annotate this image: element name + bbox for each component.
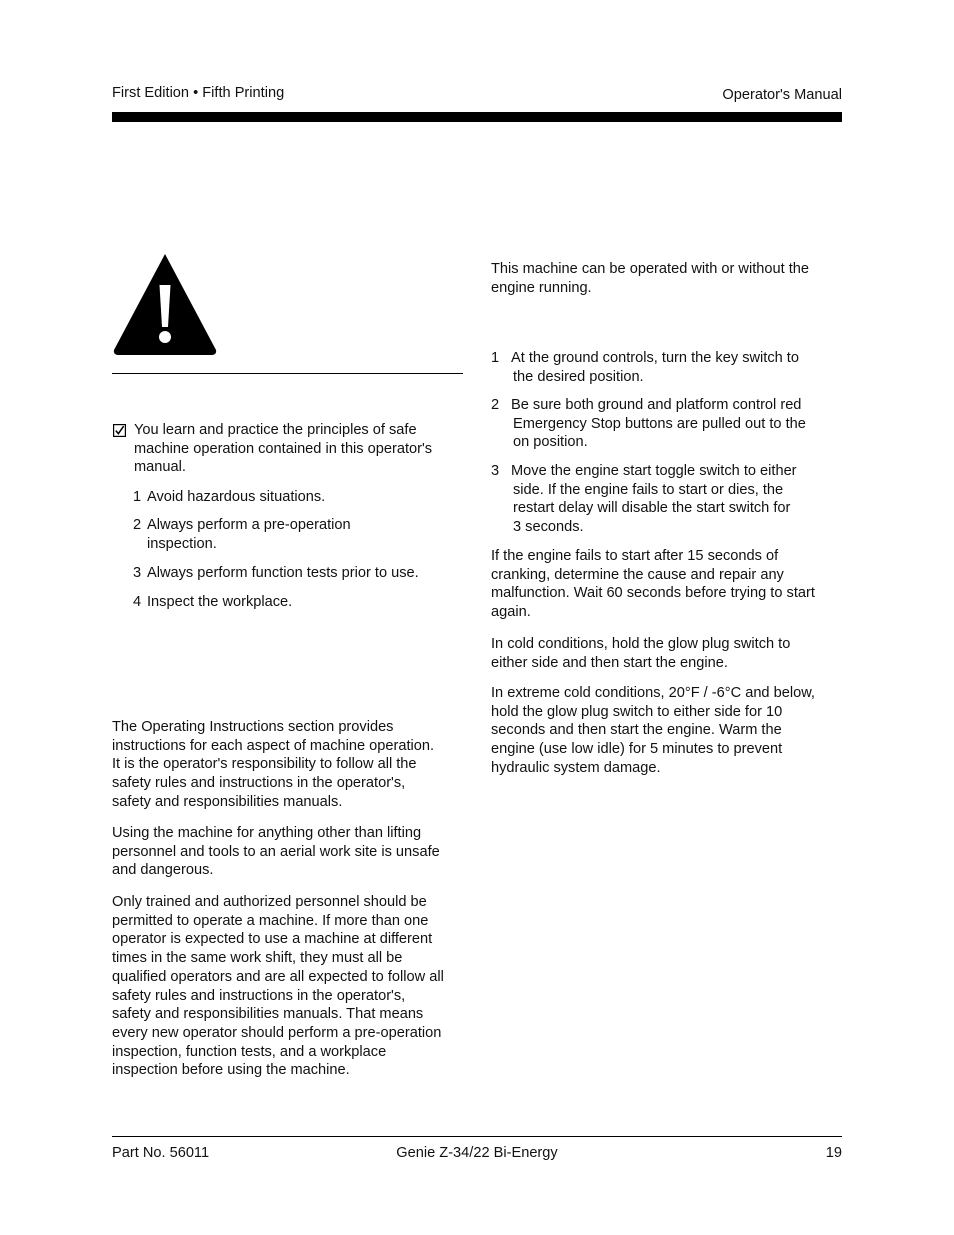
step-line: Move the engine start toggle switch to either [511, 463, 797, 479]
paragraph-line: hydraulic system damage. [491, 759, 661, 776]
paragraph-line: In cold conditions, hold the glow plug switch to [491, 636, 791, 652]
paragraph-line: cranking, determine the cause and repair any [491, 566, 784, 583]
paragraph-line: personnel and tools to an aerial work site is unsafe [112, 843, 440, 860]
footer-part-number: Part No. 56011 [112, 1145, 210, 1161]
paragraph-line: safety rules and instructions in the operator's, [112, 987, 406, 1004]
sub-item-number: 1 [133, 489, 142, 505]
sub-item-line: Always perform a pre-operation [147, 517, 351, 533]
step-number: 1 [491, 350, 500, 366]
paragraph-line: qualified operators and are all expected to follow all [112, 968, 444, 985]
paragraph-line: Using the machine for anything other than lifting [112, 825, 422, 841]
step-item [491, 462, 843, 537]
paragraph-line: Only trained and authorized personnel should be [112, 894, 427, 910]
paragraph-line: times in the same work shift, they must all be [112, 950, 403, 967]
step-item [491, 349, 843, 386]
paragraph-line: It is the operator's responsibility to follow all the [112, 756, 417, 773]
check-item-line: You learn and practice the principles of safe [134, 422, 417, 438]
paragraph-line: operator is expected to use a machine at different [112, 931, 433, 948]
sub-item [133, 516, 463, 553]
paragraph [112, 824, 464, 880]
sub-item [133, 488, 463, 507]
paragraph-line: malfunction. Wait 60 seconds before trying to start [491, 585, 815, 602]
paragraph-line: engine (use low idle) for 5 minutes to prevent [491, 741, 783, 758]
header-manual-title: Operator's Manual [722, 87, 842, 103]
paragraph-line: either side and then start the engine. [491, 654, 728, 671]
sub-item-number: 4 [133, 594, 142, 610]
step-number: 2 [491, 397, 500, 413]
paragraph-line: permitted to operate a machine. If more than one [112, 912, 429, 929]
paragraph-line: instructions for each aspect of machine operation. [112, 737, 435, 754]
step-line: 3 seconds. [513, 519, 584, 536]
step-line: restart delay will disable the start switch for [513, 500, 791, 517]
step-line: the desired position. [513, 368, 644, 385]
paragraph-line: hold the glow plug switch to either side for 10 [491, 703, 783, 720]
sub-item-line: Avoid hazardous situations. [147, 489, 326, 505]
paragraph-line: The Operating Instructions section provides [112, 719, 394, 735]
check-item [112, 421, 462, 477]
paragraph-line: This machine can be operated with or without the [491, 261, 809, 277]
paragraph-line: engine running. [491, 279, 592, 296]
sub-item-line: Always perform function tests prior to use. [147, 565, 419, 581]
paragraph-line: In extreme cold conditions, 20°F / -6°C and below, [491, 685, 815, 701]
paragraph-line: and dangerous. [112, 862, 214, 879]
paragraph-line: safety rules and instructions in the operator's, [112, 775, 406, 792]
paragraph-line: every new operator should perform a pre-operation [112, 1024, 442, 1041]
step-line: Emergency Stop buttons are pulled out to the [513, 415, 806, 432]
check-item-line: manual. [134, 459, 186, 476]
check-item-line: machine operation contained in this operator's [134, 440, 433, 457]
paragraph [112, 893, 464, 1080]
paragraph-line: safety and responsibilities manuals. [112, 793, 343, 810]
paragraph-line: safety and responsibilities manuals. That means [112, 1006, 424, 1023]
paragraph [112, 718, 464, 812]
sub-item [133, 564, 463, 583]
footer-model: Genie Z-34/22 Bi-Energy [396, 1145, 558, 1161]
sub-item [133, 593, 463, 612]
intro-paragraph [491, 260, 843, 297]
paragraph-line: inspection, function tests, and a workplace [112, 1043, 387, 1060]
step-line: At the ground controls, turn the key switch to [511, 350, 799, 366]
paragraph [491, 547, 843, 622]
checked-box-icon [113, 424, 126, 437]
section-rule [112, 373, 463, 374]
paragraph-line: again. [491, 604, 531, 621]
step-line: on position. [513, 434, 588, 451]
step-item [491, 396, 843, 452]
sub-item-number: 2 [133, 517, 142, 533]
paragraph-line: inspection before using the machine. [112, 1062, 350, 1079]
sub-item-line: inspection. [147, 535, 217, 552]
paragraph [491, 635, 843, 672]
step-number: 3 [491, 463, 500, 479]
header-rule [112, 112, 842, 122]
paragraph-line: If the engine fails to start after 15 seconds of [491, 548, 779, 564]
paragraph [491, 684, 843, 778]
footer-page-number: 19 [825, 1145, 842, 1161]
paragraph-line: seconds and then start the engine. Warm the [491, 722, 782, 739]
step-line: Be sure both ground and platform control red [511, 397, 802, 413]
warning-triangle-icon [112, 252, 218, 356]
footer-rule [112, 1136, 842, 1137]
header-edition: First Edition • Fifth Printing [112, 85, 285, 101]
sub-item-number: 3 [133, 565, 142, 581]
sub-item-line: Inspect the workplace. [147, 594, 293, 610]
step-line: side. If the engine fails to start or dies, the [513, 481, 784, 498]
